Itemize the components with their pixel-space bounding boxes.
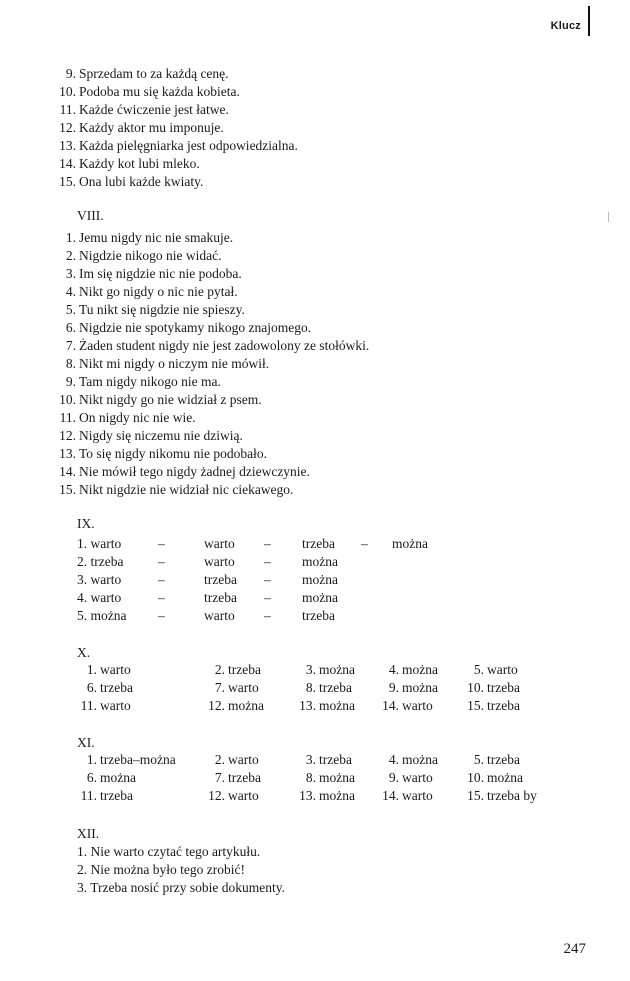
answer-text: można — [319, 698, 355, 713]
item-number: 13. — [299, 698, 316, 713]
item-text: To się nigdy nikomu nie podobało. — [79, 446, 268, 461]
answer-text: trzeba by — [487, 788, 537, 803]
item-text: Im się nigdzie nic nie podoba. — [79, 266, 242, 281]
list-item — [56, 155, 200, 173]
item-text: Każda pielęgniarka jest odpowiedzialna. — [79, 138, 298, 153]
item-text: On nigdy nic nie wie. — [79, 410, 196, 425]
list-item — [56, 319, 311, 337]
answer-cell — [462, 662, 518, 678]
answer-cell: warto — [204, 554, 235, 569]
answer-text: trzeba — [100, 788, 133, 803]
answer-text: warto — [100, 662, 131, 677]
item-number: 7. — [65, 338, 76, 353]
item-number: 11. — [59, 410, 76, 425]
answer-cell — [203, 752, 259, 768]
list-item — [77, 861, 245, 879]
item-text: Trzeba nosić przy sobie dokumenty. — [90, 880, 285, 895]
item-number: 5. — [65, 302, 76, 317]
item-text: Nikt nigdy go nie widział z psem. — [79, 392, 262, 407]
item-number: 2. — [77, 862, 88, 877]
item-number: 15. — [467, 788, 484, 803]
answer-cell — [462, 752, 520, 768]
item-number: 8. — [305, 770, 316, 785]
answer-cell: można — [392, 536, 428, 551]
answer-cell: można — [302, 554, 338, 569]
list-item — [77, 879, 285, 897]
answer-cell — [203, 788, 259, 804]
item-number: 2. — [214, 662, 225, 677]
answer-text: trzeba–można — [100, 752, 176, 767]
item-number: 9. — [65, 66, 76, 81]
item-number: 6. — [86, 680, 97, 695]
item-text: Żaden student nigdy nie jest zadowolony ze stołówki. — [79, 338, 370, 353]
answer-text: można — [228, 698, 264, 713]
answer-cell — [75, 788, 133, 804]
item-text: Sprzedam to za każdą cenę. — [79, 66, 229, 81]
item-text: Podoba mu się każda kobieta. — [79, 84, 240, 99]
item-number: 13. — [59, 446, 76, 461]
answer-text: trzeba — [487, 752, 520, 767]
answer-text: warto — [402, 698, 433, 713]
dash-separator: – — [264, 554, 271, 569]
dash-separator: – — [361, 536, 368, 551]
item-number: 6. — [86, 770, 97, 785]
answer-text: warto — [228, 752, 259, 767]
answer-text: warto — [228, 680, 259, 695]
answer-text: trzeba — [319, 752, 352, 767]
list-item — [56, 173, 203, 191]
answer-cell — [203, 680, 259, 696]
dash-separator: – — [158, 608, 165, 623]
item-number: 4. — [388, 662, 399, 677]
item-number: 14. — [382, 698, 399, 713]
answer-text: warto — [402, 788, 433, 803]
item-number: 14. — [382, 788, 399, 803]
list-item — [77, 843, 260, 861]
answer-cell — [462, 788, 537, 804]
dash-separator: – — [264, 536, 271, 551]
item-number: 3. — [77, 880, 88, 895]
answer-cell — [203, 698, 264, 714]
answer-cell — [294, 662, 355, 678]
item-number: 6. — [65, 320, 76, 335]
answer-cell — [294, 698, 355, 714]
answer-text: warto — [487, 662, 518, 677]
answer-cell: trzeba — [204, 590, 237, 605]
answer-text: można — [100, 770, 136, 785]
list-item — [56, 283, 238, 301]
section-heading: X. — [77, 645, 91, 660]
answer-text: można — [319, 662, 355, 677]
item-number: 5. — [473, 662, 484, 677]
answer-cell — [462, 770, 523, 786]
item-number: 7. — [214, 680, 225, 695]
answer-cell — [377, 788, 433, 804]
dash-separator: – — [264, 608, 271, 623]
answer-text: warto — [100, 698, 131, 713]
item-text: Tu nikt się nigdzie nie spieszy. — [79, 302, 245, 317]
section-heading: XII. — [77, 826, 100, 841]
answer-cell — [75, 752, 176, 768]
list-item — [56, 409, 196, 427]
dash-separator: – — [158, 536, 165, 551]
list-item — [56, 65, 229, 83]
list-item — [56, 265, 242, 283]
item-number: 5. — [473, 752, 484, 767]
answer-text: trzeba — [100, 680, 133, 695]
item-number: 10. — [467, 680, 484, 695]
item-number: 15. — [59, 482, 76, 497]
list-item — [56, 301, 245, 319]
answer-cell: warto — [204, 608, 235, 623]
list-item — [56, 247, 221, 265]
answer-cell — [75, 662, 131, 678]
dash-separator: – — [158, 554, 165, 569]
item-text: Nie mówił tego nigdy żadnej dziewczynie. — [79, 464, 310, 479]
list-item — [56, 481, 293, 499]
list-item — [56, 355, 269, 373]
answer-text: można — [319, 788, 355, 803]
item-text: Każdy aktor mu imponuje. — [79, 120, 224, 135]
item-number: 9. — [388, 680, 399, 695]
list-item — [56, 463, 310, 481]
item-number: 15. — [59, 174, 76, 189]
answer-cell: trzeba — [302, 536, 335, 551]
answer-text: trzeba — [228, 770, 261, 785]
answer-cell: trzeba — [204, 572, 237, 587]
answer-cell — [294, 752, 352, 768]
answer-cell — [377, 770, 433, 786]
item-text: Nikt go nigdy o nic nie pytał. — [79, 284, 238, 299]
list-item — [56, 427, 243, 445]
answer-text: warto — [228, 788, 259, 803]
item-text: Każde ćwiczenie jest łatwe. — [79, 102, 229, 117]
item-number: 1. — [86, 662, 97, 677]
answer-cell: 1. warto — [77, 536, 122, 551]
item-number: 11. — [80, 698, 97, 713]
answer-cell — [203, 662, 261, 678]
page-number: 247 — [563, 941, 586, 957]
answer-cell — [294, 770, 355, 786]
item-number: 15. — [467, 698, 484, 713]
item-text: Nie można było tego zrobić! — [90, 862, 245, 877]
section-heading: VIII. — [77, 208, 104, 223]
answer-text: można — [319, 770, 355, 785]
section-heading: IX. — [77, 516, 95, 531]
item-number: 13. — [299, 788, 316, 803]
answer-cell: 2. trzeba — [77, 554, 124, 569]
item-number: 12. — [208, 698, 225, 713]
item-number: 2. — [214, 752, 225, 767]
answer-cell: trzeba — [302, 608, 335, 623]
item-number: 1. — [86, 752, 97, 767]
answer-cell — [377, 662, 438, 678]
answer-text: można — [487, 770, 523, 785]
answer-cell — [377, 752, 438, 768]
answer-text: warto — [402, 770, 433, 785]
answer-text: można — [402, 752, 438, 767]
answer-text: można — [402, 680, 438, 695]
item-number: 11. — [59, 102, 76, 117]
item-number: 8. — [305, 680, 316, 695]
answer-cell — [203, 770, 261, 786]
item-text: Jemu nigdy nic nie smakuje. — [79, 230, 234, 245]
item-number: 13. — [59, 138, 76, 153]
answer-cell — [462, 698, 520, 714]
answer-cell — [294, 788, 355, 804]
answer-text: trzeba — [487, 698, 520, 713]
item-number: 3. — [65, 266, 76, 281]
item-text: Nigdzie nie spotykamy nikogo znajomego. — [79, 320, 312, 335]
list-item — [56, 391, 262, 409]
answer-cell — [75, 698, 131, 714]
item-text: Tam nigdy nikogo nie ma. — [79, 374, 221, 389]
list-item — [56, 137, 298, 155]
item-number: 12. — [59, 428, 76, 443]
item-number: 2. — [65, 248, 76, 263]
item-number: 14. — [59, 464, 76, 479]
list-item — [56, 101, 229, 119]
answer-cell — [462, 680, 520, 696]
section-heading: XI. — [77, 735, 95, 750]
answer-cell: można — [302, 572, 338, 587]
answer-cell — [75, 770, 136, 786]
list-item — [56, 337, 369, 355]
item-text: Ona lubi każde kwiaty. — [79, 174, 204, 189]
list-item — [56, 445, 267, 463]
item-number: 3. — [305, 662, 316, 677]
answer-text: trzeba — [487, 680, 520, 695]
dash-separator: – — [158, 572, 165, 587]
answer-cell: 3. warto — [77, 572, 122, 587]
item-text: Każdy kot lubi mleko. — [79, 156, 200, 171]
section-label: Klucz — [550, 20, 581, 32]
answer-text: trzeba — [319, 680, 352, 695]
item-number: 1. — [65, 230, 76, 245]
answer-text: można — [402, 662, 438, 677]
header-rule — [588, 6, 590, 36]
item-text: Nigdy się niczemu nie dziwią. — [79, 428, 243, 443]
item-number: 10. — [59, 84, 76, 99]
answer-cell: 4. warto — [77, 590, 122, 605]
item-number: 7. — [214, 770, 225, 785]
item-number: 4. — [65, 284, 76, 299]
dash-separator: – — [264, 572, 271, 587]
answer-cell: warto — [204, 536, 235, 551]
dash-separator: – — [264, 590, 271, 605]
answer-cell — [75, 680, 133, 696]
item-number: 14. — [59, 156, 76, 171]
item-number: 9. — [388, 770, 399, 785]
item-number: 11. — [80, 788, 97, 803]
list-item — [56, 373, 221, 391]
item-number: 12. — [59, 120, 76, 135]
answer-cell: można — [302, 590, 338, 605]
answer-cell — [377, 698, 433, 714]
list-item — [56, 83, 240, 101]
item-number: 10. — [467, 770, 484, 785]
item-number: 8. — [65, 356, 76, 371]
margin-mark — [608, 212, 609, 222]
item-number: 12. — [208, 788, 225, 803]
answer-cell — [294, 680, 352, 696]
item-text: Nikt nigdzie nie widział nic ciekawego. — [79, 482, 294, 497]
item-number: 1. — [77, 844, 88, 859]
item-text: Nie warto czytać tego artykułu. — [90, 844, 261, 859]
item-text: Nikt mi nigdy o niczym nie mówił. — [79, 356, 270, 371]
item-text: Nigdzie nikogo nie widać. — [79, 248, 222, 263]
item-number: 4. — [388, 752, 399, 767]
answer-cell: 5. można — [77, 608, 127, 623]
list-item — [56, 119, 224, 137]
item-number: 9. — [65, 374, 76, 389]
answer-text: trzeba — [228, 662, 261, 677]
dash-separator: – — [158, 590, 165, 605]
item-number: 10. — [59, 392, 76, 407]
item-number: 3. — [305, 752, 316, 767]
answer-cell — [377, 680, 438, 696]
list-item — [56, 229, 233, 247]
